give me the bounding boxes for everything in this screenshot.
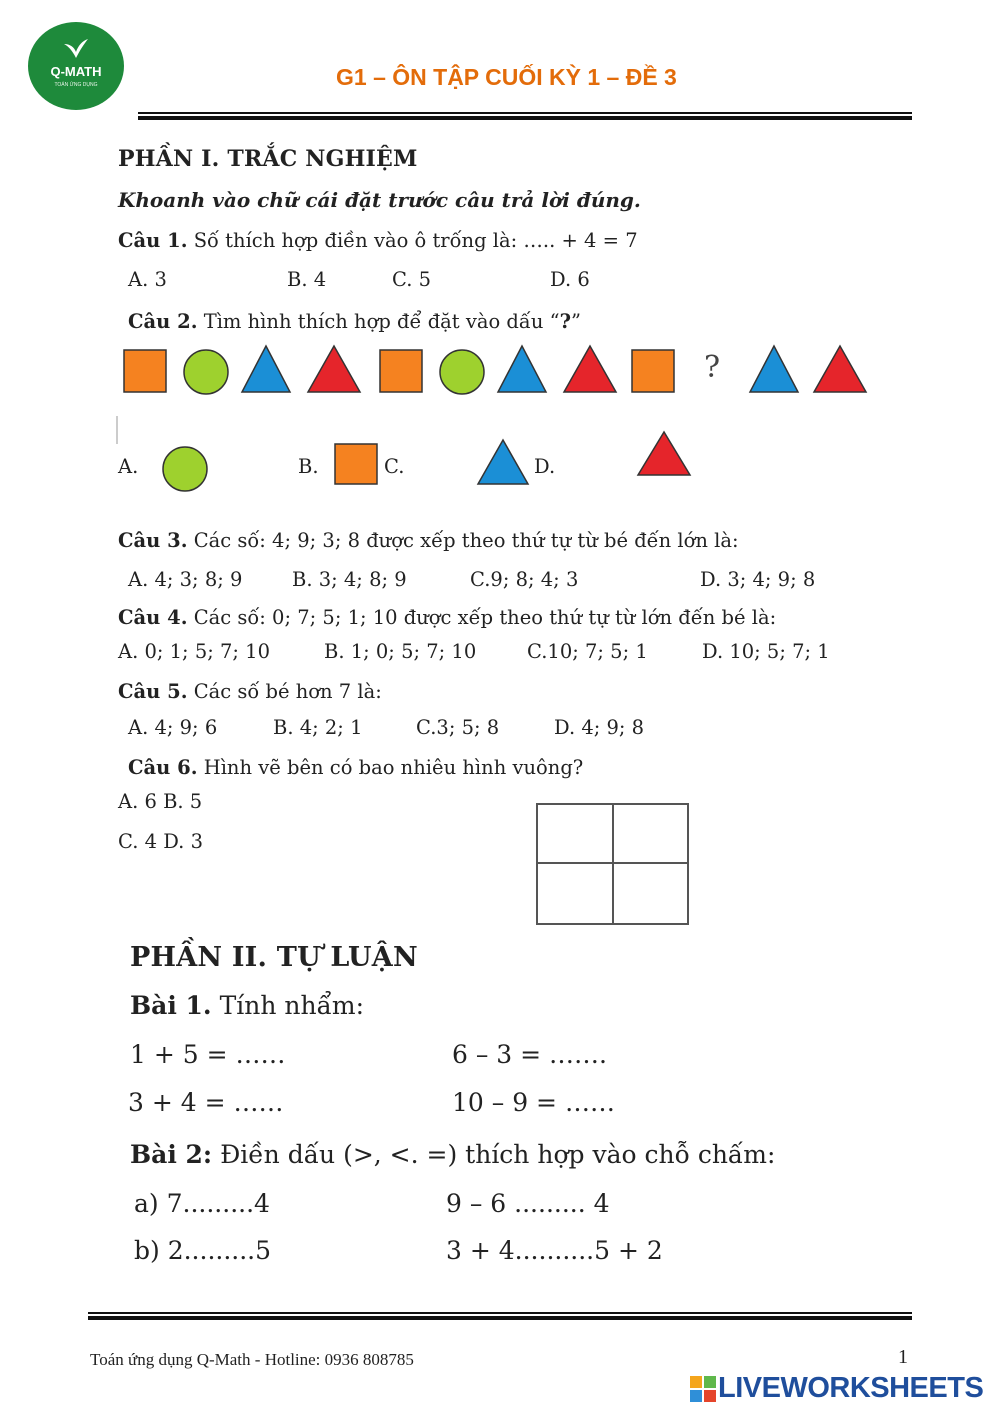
q6-text: Hình vẽ bên có bao nhiêu hình vuông? [203,756,584,779]
bai1-text: Tính nhẩm: [219,991,365,1020]
bai1-label: Bài 1. [130,991,212,1020]
q2-option-d-triangle[interactable] [636,430,692,478]
q3-option-b[interactable]: B. 3; 4; 8; 9 [292,568,407,591]
q4-label: Câu 4. [118,606,188,629]
bai1-expr-2[interactable]: 6 – 3 = ……. [452,1040,607,1069]
footer-rule-bottom [88,1316,912,1320]
q3-line [118,529,739,552]
q5-option-c[interactable]: C.3; 5; 8 [416,716,500,739]
seq-blue-triangle-2 [498,346,546,392]
q6-options-cd[interactable]: C. 4 D. 3 [118,830,203,853]
seq-red-triangle-1 [308,346,360,392]
q2-close-quote: ” [571,310,582,333]
logo-subtitle: TOÁN ỨNG DỤNG [54,82,98,88]
q1-option-c[interactable]: C. 5 [392,268,432,291]
liveworksheets-logo-icon [690,1376,716,1402]
instruction: Khoanh vào chữ cái đặt trước câu trả lời đúng. [118,188,641,212]
q4-line [118,606,776,629]
q6-options-ab[interactable]: A. 6 B. 5 [118,790,203,813]
footer-rule-top [88,1312,912,1314]
q4-text: Các số: 0; 7; 5; 1; 10 được xếp theo thứ tự từ lớn đến bé là: [193,606,777,629]
q-math-logo [28,22,124,110]
document-title: G1 – ÔN TẬP CUỐI KỲ 1 – ĐỀ 3 [336,64,677,90]
seq-circle-2 [440,350,484,394]
q2-mark: ? [559,310,572,333]
q2-option-b-square[interactable] [333,442,381,486]
bai2-item-b2[interactable]: 3 + 4..........5 + 2 [446,1236,663,1265]
seq-square-2 [380,350,422,392]
q6-label: Câu 6. [128,756,198,779]
bai2-item-b1[interactable]: b) 2.........5 [134,1236,272,1265]
bai2-item-a2[interactable]: 9 – 6 ......... 4 [446,1189,610,1218]
q2-label: Câu 2. [128,310,198,333]
seq-question-mark: ? [704,350,721,385]
q2-line [128,310,581,333]
q3-option-c[interactable]: C.9; 8; 4; 3 [470,568,579,591]
seq-red-triangle-2 [564,346,616,392]
q3-text: Các số: 4; 9; 3; 8 được xếp theo thứ tự từ bé đến lớn là: [193,529,739,552]
q4-option-a[interactable]: A. 0; 1; 5; 7; 10 [118,640,270,663]
seq-square-3 [632,350,674,392]
q1-line [118,229,638,252]
q2-option-b[interactable]: B. [298,455,319,478]
part1-heading: PHẦN I. TRẮC NGHIỆM [118,146,418,172]
bai1-expr-3[interactable]: 3 + 4 = …… [128,1088,284,1117]
q2-option-a[interactable]: A. [118,455,139,478]
q2-text: Tìm hình thích hợp để đặt vào dấu “ [203,310,560,333]
q2-option-a-circle[interactable] [160,444,210,494]
leaf-icon [62,36,90,60]
bai2-text: Điền dấu (>, <. =) thích hợp vào chỗ chấm: [220,1140,776,1169]
bai1-expr-4[interactable]: 10 – 9 = …… [452,1088,615,1117]
liveworksheets-brand[interactable]: LIVEWORKSHEETS [718,1372,984,1404]
q1-label: Câu 1. [118,229,188,252]
q6-line [128,756,583,779]
footer-text: Toán ứng dụng Q-Math - Hotline: 0936 808785 [90,1350,414,1369]
q4-option-b[interactable]: B. 1; 0; 5; 7; 10 [324,640,477,663]
q1-option-b[interactable]: B. 4 [287,268,327,291]
q5-option-d[interactable]: D. 4; 9; 8 [554,716,645,739]
q5-option-a[interactable]: A. 4; 9; 6 [128,716,218,739]
bai2-label: Bài 2: [130,1140,213,1169]
page-number: 1 [898,1346,908,1368]
q5-option-b[interactable]: B. 4; 2; 1 [273,716,363,739]
q3-label: Câu 3. [118,529,188,552]
q2-option-c-triangle[interactable] [476,438,530,488]
seq-red-triangle-3 [814,346,866,392]
bai1-expr-1[interactable]: 1 + 5 = …… [130,1040,286,1069]
bai2-item-a1[interactable]: a) 7.........4 [134,1189,270,1218]
bai2-line [130,1140,775,1169]
square-grid-figure [535,802,690,926]
q1-text: Số thích hợp điền vào ô trống là: ….. + 4 = 7 [193,229,638,252]
shape-sequence [118,344,878,396]
header-rule-bottom [138,116,912,120]
seq-circle-1 [184,350,228,394]
part2-heading: PHẦN II. TỰ LUẬN [130,942,418,973]
logo-text: Q-MATH [50,64,102,79]
q5-label: Câu 5. [118,680,188,703]
q5-text: Các số bé hơn 7 là: [193,680,382,703]
q4-option-c[interactable]: C.10; 7; 5; 1 [527,640,648,663]
q3-option-d[interactable]: D. 3; 4; 9; 8 [700,568,816,591]
seq-blue-triangle-3 [750,346,798,392]
q1-option-d[interactable]: D. 6 [550,268,590,291]
q3-option-a[interactable]: A. 4; 3; 8; 9 [128,568,243,591]
q5-line [118,680,382,703]
seq-blue-triangle-1 [242,346,290,392]
q1-option-a[interactable]: A. 3 [128,268,167,291]
q2-option-d[interactable]: D. [534,455,556,478]
q2-option-c[interactable]: C. [384,455,405,478]
q4-option-d[interactable]: D. 10; 5; 7; 1 [702,640,830,663]
cursor-mark [116,416,118,444]
header-rule-top [138,112,912,114]
seq-square-1 [124,350,166,392]
bai1-line [130,991,364,1020]
